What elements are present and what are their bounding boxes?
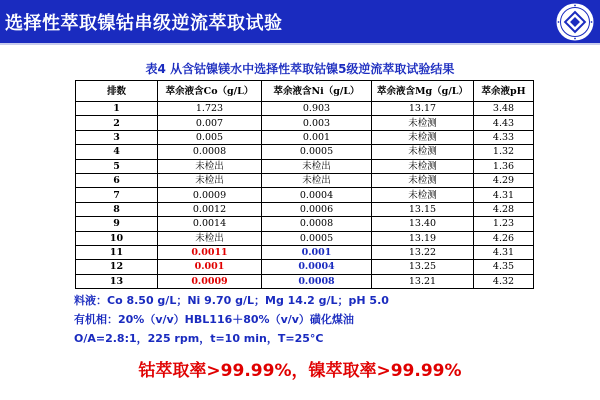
table-row <box>76 130 534 144</box>
page-title: 选择性萃取镍钴串级逆流萃取试验 <box>5 13 283 34</box>
header-divider <box>0 43 600 45</box>
cell-mg: 13.19 <box>372 231 474 245</box>
cell-co: 0.001 <box>158 260 262 274</box>
cell-mg: 未检测 <box>372 159 474 173</box>
cell-co: 0.0008 <box>158 145 262 159</box>
cell-ph: 4.31 <box>474 188 534 202</box>
cell-ph: 4.32 <box>474 274 534 288</box>
cell-row-number: 7 <box>76 188 158 202</box>
cell-ph: 4.31 <box>474 245 534 259</box>
cell-ph: 1.32 <box>474 145 534 159</box>
cell-ni: 0.0006 <box>262 202 372 216</box>
table-row <box>76 173 534 187</box>
table-row <box>76 274 534 288</box>
cell-ni: 0.0005 <box>262 231 372 245</box>
cell-ni: 未检出 <box>262 159 372 173</box>
feed-composition: 料液：Co 8.50 g/L；Ni 9.70 g/L；Mg 14.2 g/L；pH 5.0 <box>74 294 389 307</box>
cell-co: 未检出 <box>158 231 262 245</box>
column-header-mg: 萃余液含Mg（g/L） <box>372 81 474 102</box>
table-header-row <box>76 81 534 102</box>
operating-conditions: O/A=2.8:1，225 rpm，t=10 min，T=25°C <box>74 332 324 345</box>
table-row <box>76 102 534 116</box>
cell-mg: 13.25 <box>372 260 474 274</box>
cell-ni: 0.0004 <box>262 188 372 202</box>
cell-mg: 13.17 <box>372 102 474 116</box>
cell-mg: 未检测 <box>372 116 474 130</box>
cell-ph: 4.43 <box>474 116 534 130</box>
cell-mg: 未检测 <box>372 130 474 144</box>
cell-ni: 0.0004 <box>262 260 372 274</box>
cell-row-number: 9 <box>76 217 158 231</box>
cell-co: 0.0012 <box>158 202 262 216</box>
cell-mg: 13.15 <box>372 202 474 216</box>
cell-co: 0.007 <box>158 116 262 130</box>
cell-co: 1.723 <box>158 102 262 116</box>
cell-row-number: 8 <box>76 202 158 216</box>
cell-row-number: 6 <box>76 173 158 187</box>
table-row <box>76 145 534 159</box>
table-row <box>76 245 534 259</box>
table-row <box>76 188 534 202</box>
cell-row-number: 13 <box>76 274 158 288</box>
cell-ni: 0.0008 <box>262 217 372 231</box>
cell-co: 0.0009 <box>158 274 262 288</box>
cell-mg: 13.40 <box>372 217 474 231</box>
cell-row-number: 4 <box>76 145 158 159</box>
results-table <box>75 80 534 289</box>
column-header-ni: 萃余液含Ni（g/L） <box>262 81 372 102</box>
cell-ph: 4.26 <box>474 231 534 245</box>
cell-ph: 4.33 <box>474 130 534 144</box>
cell-ni: 0.003 <box>262 116 372 130</box>
cell-ph: 1.36 <box>474 159 534 173</box>
university-logo-icon <box>555 2 595 42</box>
cell-ph: 4.28 <box>474 202 534 216</box>
cell-row-number: 2 <box>76 116 158 130</box>
cell-co: 0.005 <box>158 130 262 144</box>
cell-ni: 0.001 <box>262 245 372 259</box>
cell-row-number: 5 <box>76 159 158 173</box>
table-row <box>76 116 534 130</box>
cell-co: 0.0014 <box>158 217 262 231</box>
table-row <box>76 231 534 245</box>
cell-ph: 1.23 <box>474 217 534 231</box>
cell-ni: 0.903 <box>262 102 372 116</box>
table-row <box>76 159 534 173</box>
cell-co: 未检出 <box>158 173 262 187</box>
conclusion-text: 钴萃取率>99.99%，镍萃取率>99.99% <box>138 361 462 381</box>
cell-ph: 4.29 <box>474 173 534 187</box>
organic-phase: 有机相：20%（v/v）HBL116＋80%（v/v）磺化煤油 <box>74 313 354 326</box>
cell-mg: 未检测 <box>372 145 474 159</box>
cell-mg: 未检测 <box>372 173 474 187</box>
table-row <box>76 260 534 274</box>
cell-row-number: 10 <box>76 231 158 245</box>
cell-row-number: 3 <box>76 130 158 144</box>
table-body <box>76 102 534 289</box>
table-caption: 表4 从含钴镍镁水中选择性萃取钴镍5级逆流萃取试验结果 <box>145 62 455 76</box>
cell-ph: 4.35 <box>474 260 534 274</box>
cell-mg: 13.22 <box>372 245 474 259</box>
cell-row-number: 12 <box>76 260 158 274</box>
cell-ni: 0.001 <box>262 130 372 144</box>
cell-mg: 未检测 <box>372 188 474 202</box>
column-header-ph: 萃余液pH <box>474 81 534 102</box>
cell-ph: 3.48 <box>474 102 534 116</box>
experiment-notes <box>74 291 594 348</box>
cell-co: 未检出 <box>158 159 262 173</box>
table-row <box>76 202 534 216</box>
cell-ni: 未检出 <box>262 173 372 187</box>
cell-row-number: 1 <box>76 102 158 116</box>
table-row <box>76 217 534 231</box>
column-header-row-number: 排数 <box>76 81 158 102</box>
cell-ni: 0.0008 <box>262 274 372 288</box>
cell-row-number: 11 <box>76 245 158 259</box>
cell-co: 0.0011 <box>158 245 262 259</box>
column-header-co: 萃余液含Co（g/L） <box>158 81 262 102</box>
cell-mg: 13.21 <box>372 274 474 288</box>
cell-co: 0.0009 <box>158 188 262 202</box>
header-bar <box>0 0 600 43</box>
cell-ni: 0.0005 <box>262 145 372 159</box>
